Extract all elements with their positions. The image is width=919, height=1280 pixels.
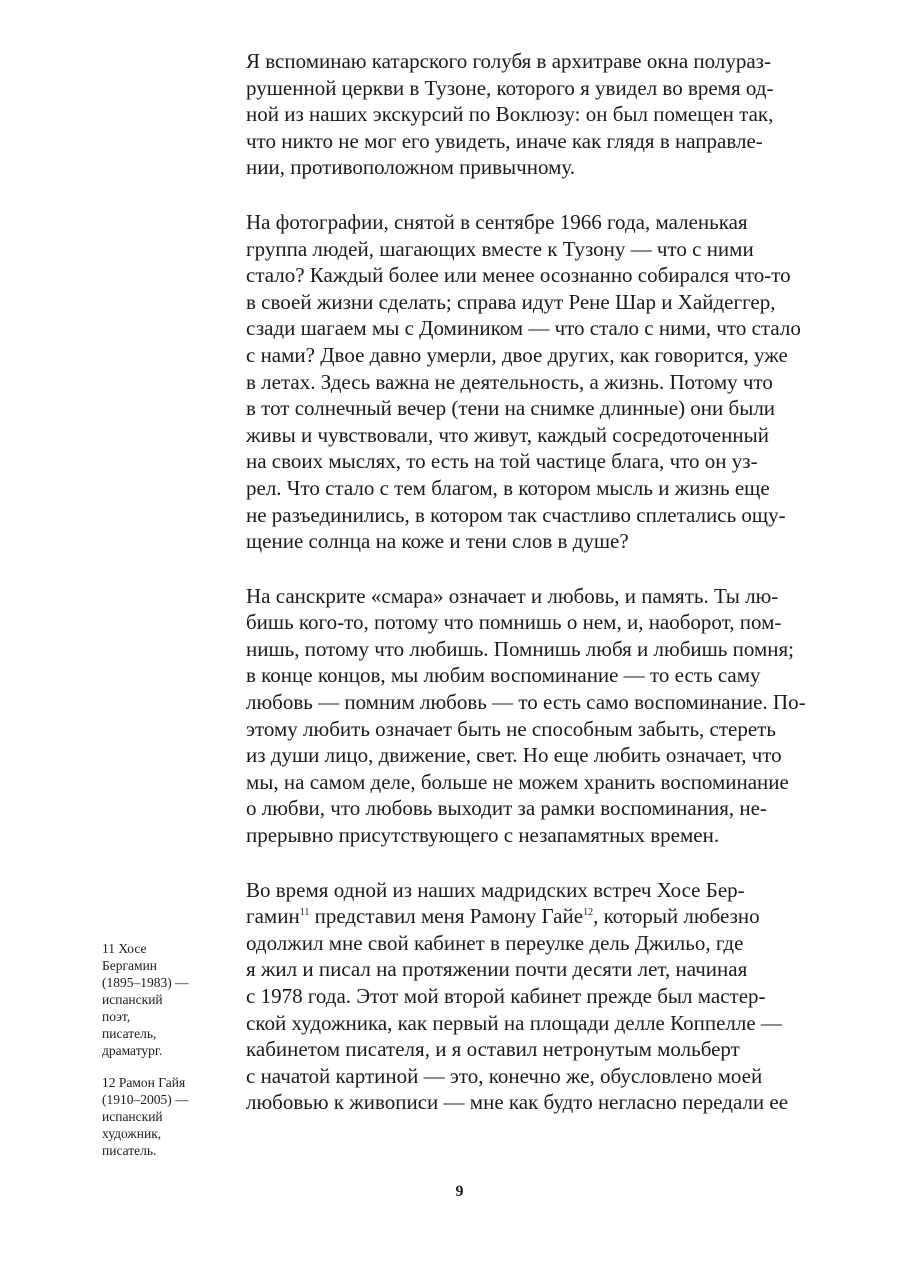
- text-line: рел. Что стало с тем благом, в котором мысль и жизнь еще: [246, 475, 770, 500]
- text-line: с 1978 года. Этот мой второй кабинет прежде был мастер-: [246, 984, 766, 1008]
- text-line: в конце концов, мы любим воспоминание — то есть саму: [246, 663, 761, 688]
- footnote-11: [102, 940, 222, 1059]
- paragraph-4: [246, 877, 866, 1116]
- text-line: прерывно присутствующего с незапамятных времен.: [246, 823, 720, 848]
- footnote-ref-11: 11: [299, 907, 310, 919]
- text-line: этому любить означает быть не способным забыть, стереть: [246, 716, 776, 741]
- text-line: в летах. Здесь важна не деятельность, а жизнь. Потому что: [246, 369, 773, 394]
- footnote-line: драматург.: [102, 1043, 163, 1058]
- page-number: 9: [455, 1183, 464, 1200]
- text-line: Я вспоминаю катарского голубя в архитраве окна полураз-: [246, 49, 771, 73]
- text-line: о любви, что любовь выходит за рамки воспоминания, не-: [246, 796, 767, 821]
- text-line: щение солнца на коже и тени слов в душе?: [246, 529, 629, 554]
- footnote-line: художник,: [102, 1126, 162, 1141]
- text-line: в своей жизни сделать; справа идут Рене Шар и Хайдеггер,: [246, 289, 776, 314]
- text-line: на своих мыслях, то есть на той частице блага, что он уз-: [246, 449, 758, 474]
- paragraph-2: [246, 209, 866, 555]
- paragraph-3: [246, 583, 866, 849]
- footnote-line: поэт,: [102, 1009, 131, 1024]
- text-line: в тот солнечный вечер (тени на снимке длинные) они были: [246, 396, 776, 421]
- text-line: группа людей, шагающих вместе к Тузону — что с ними: [246, 236, 754, 261]
- text-line: я жил и писал на протяжении почти десяти лет, начиная: [246, 957, 748, 982]
- text-line: сзади шагаем мы с Домиником — что стало с ними, что стало: [246, 316, 801, 341]
- text-line: ной из наших экскурсий по Воклюзу: он был помещен так,: [246, 102, 774, 127]
- footnote-12: [102, 1074, 222, 1159]
- text-line: из души лицо, движение, свет. Но еще любить означает, что: [246, 743, 782, 768]
- footnote-line: (1910–2005) —: [102, 1092, 189, 1107]
- footnote-line: испанский: [102, 1109, 163, 1124]
- text-fragment: , который любезно: [593, 904, 760, 929]
- main-text: [246, 48, 866, 1144]
- text-line: кабинетом писателя, и я оставил нетронутым мольберт: [246, 1037, 740, 1062]
- text-line: мы, на самом деле, больше не можем хранить воспоминание: [246, 769, 789, 794]
- text-line: не разъединились, в котором так счастливо сплетались ощу-: [246, 502, 786, 527]
- footnote-line: испанский: [102, 992, 163, 1007]
- footnote-ref-12: 12: [583, 907, 594, 919]
- text-line: любовь — помним любовь — то есть само воспоминание. По-: [246, 690, 806, 715]
- text-line: нишь, потому что любишь. Помнишь любя и любишь помня;: [246, 636, 794, 661]
- text-line-with-footnote-refs: [246, 903, 866, 930]
- text-line: одолжил мне свой кабинет в переулке дель Джильо, где: [246, 930, 744, 955]
- text-line: На фотографии, снятой в сентябре 1966 года, маленькая: [246, 209, 748, 234]
- side-footnotes: [102, 940, 222, 1174]
- footnote-line: писатель.: [102, 1143, 157, 1158]
- text-line: рушенной церкви в Тузоне, которого я увидел во время од-: [246, 75, 774, 100]
- text-line: нии, противоположном привычному.: [246, 155, 576, 180]
- text-line: На санскрите «смара» означает и любовь, и память. Ты лю-: [246, 583, 779, 608]
- text-line: Во время одной из наших мадридских встреч Хосе Бер-: [246, 877, 745, 902]
- text-line: бишь кого-то, потому что помнишь о нем, и, наоборот, пом-: [246, 610, 782, 635]
- footnote-line: 11 Хосе: [102, 941, 147, 956]
- paragraph-1: [246, 48, 866, 181]
- text-line: с нами? Двое давно умерли, двое других, как говорится, уже: [246, 342, 788, 367]
- footnote-line: 12 Рамон Гайя: [102, 1075, 186, 1090]
- text-line: ской художника, как первый на площади делле Коппелле —: [246, 1010, 782, 1035]
- footnote-line: писатель,: [102, 1026, 157, 1041]
- footnote-line: (1895–1983) —: [102, 975, 189, 990]
- footnote-line: Бергамин: [102, 958, 158, 973]
- text-line: с начатой картиной — это, конечно же, обусловлено моей: [246, 1063, 763, 1088]
- text-line: что никто не мог его увидеть, иначе как глядя в направле-: [246, 128, 763, 153]
- text-line: живы и чувствовали, что живут, каждый сосредоточенный: [246, 422, 769, 447]
- text-line: любовью к живописи — мне как будто негласно передали ее: [246, 1090, 789, 1115]
- text-fragment: гамин: [246, 904, 300, 929]
- text-line: стало? Каждый более или менее осознанно собирался что-то: [246, 263, 791, 288]
- text-fragment: представил меня Рамону Гайе: [309, 904, 584, 929]
